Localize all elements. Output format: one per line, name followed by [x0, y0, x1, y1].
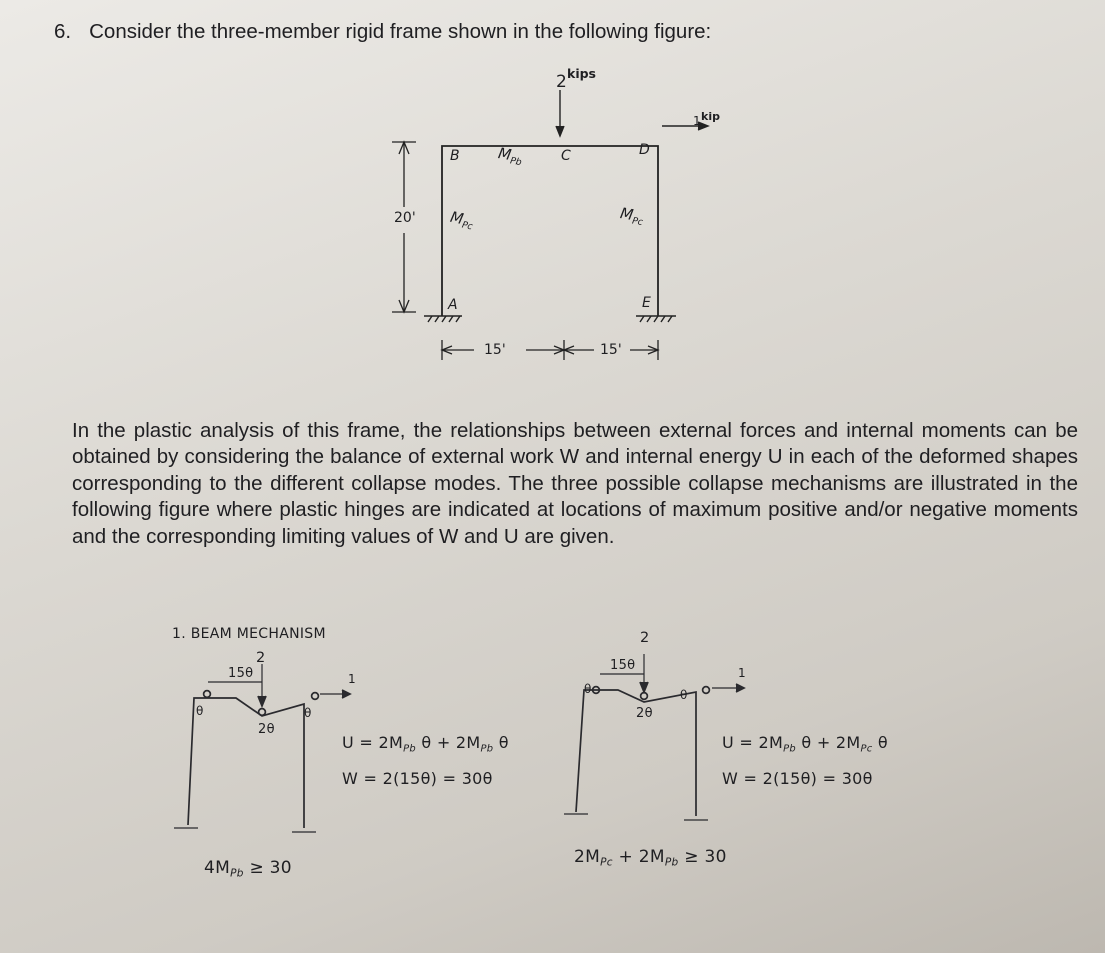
height-label: 20'	[394, 210, 416, 226]
combined-mech-deflection: 15θ	[610, 658, 636, 673]
joint-a-label: A	[448, 297, 458, 313]
combined-mech-u-equation: $U = 2M_{Pb}$ $\theta + 2M_{Pc}$ θ	[722, 733, 889, 755]
beam-mech-theta-left: θ	[196, 704, 204, 718]
combined-mech-theta-left: θ	[584, 682, 592, 696]
frame-members	[442, 146, 658, 316]
span-dimension	[442, 340, 658, 360]
rigid-frame-figure	[380, 66, 720, 376]
beam-mech-side-load: 1	[348, 672, 356, 686]
top-load-value: 2	[556, 72, 567, 92]
height-dimension	[392, 142, 416, 312]
support-e	[636, 316, 676, 322]
beam-mech-w-equation: W = 2(15θ) = 30θ	[342, 769, 493, 788]
question-heading	[54, 20, 711, 44]
beam-mech-load: 2	[256, 650, 266, 666]
combined-mechanism-drawing	[560, 630, 760, 830]
joint-d-label: D	[639, 142, 650, 158]
question-number: 6.	[54, 20, 72, 43]
side-load-unit: kip	[701, 110, 720, 123]
top-load-unit: kips	[567, 66, 596, 81]
right-column-moment-label: $M_{Pc}$	[618, 204, 644, 229]
combined-mech-side-load: 1	[738, 666, 746, 680]
combined-mech-theta-mid: 2θ	[636, 706, 653, 721]
support-a	[424, 316, 462, 322]
beam-mech-u-equation: $U = 2M_{Pb}$ $\theta + 2M_{Pb}$ θ	[342, 733, 509, 755]
explanation-paragraph: In the plastic analysis of this frame, the relationships between external forces and internal moments can be obtained by considering the balance of external work W and internal energy U in each of the deformed shapes corresponding to the different collapse modes. The three possible collapse mechanisms are illustrated in the following figure where plastic hinges are indicated at locations of maximum positive and/or negative moments and the corresponding limiting values of W and U are given.	[72, 419, 1078, 548]
span-right-label: 15'	[600, 342, 622, 358]
joint-b-label: B	[450, 148, 460, 164]
beam-moment-label: $M_{Pb}$	[496, 144, 523, 169]
combined-mech-condition: $2M_{Pc} + 2M_{Pb} \ge 30$	[574, 847, 727, 869]
frame-drawing	[380, 66, 720, 376]
beam-mechanism-title: 1. BEAM MECHANISM	[172, 626, 326, 642]
left-column-moment-label: $M_{Pc}$	[448, 207, 474, 233]
span-left-label: 15'	[484, 342, 506, 358]
load-arrow-2kips	[556, 90, 564, 136]
load-arrow-1kip	[662, 122, 708, 130]
beam-mech-theta-right: θ	[304, 706, 312, 720]
beam-mechanism-diagram	[170, 620, 370, 890]
beam-mech-deflection: 15θ	[228, 666, 254, 681]
beam-mech-condition: $4M_{Pb} \ge 30$	[204, 858, 292, 880]
joint-c-label: C	[561, 148, 571, 164]
side-load-value: 1	[693, 114, 701, 128]
combined-mech-w-equation: W = 2(15θ) = 30θ	[722, 769, 873, 788]
question-text: Consider the three-member rigid frame shown in the following figure:	[89, 20, 712, 43]
combined-mech-theta-right: θ	[680, 688, 688, 702]
joint-e-label: E	[642, 295, 651, 311]
combined-mech-load: 2	[640, 630, 650, 646]
beam-mech-theta-mid: 2θ	[258, 722, 275, 737]
